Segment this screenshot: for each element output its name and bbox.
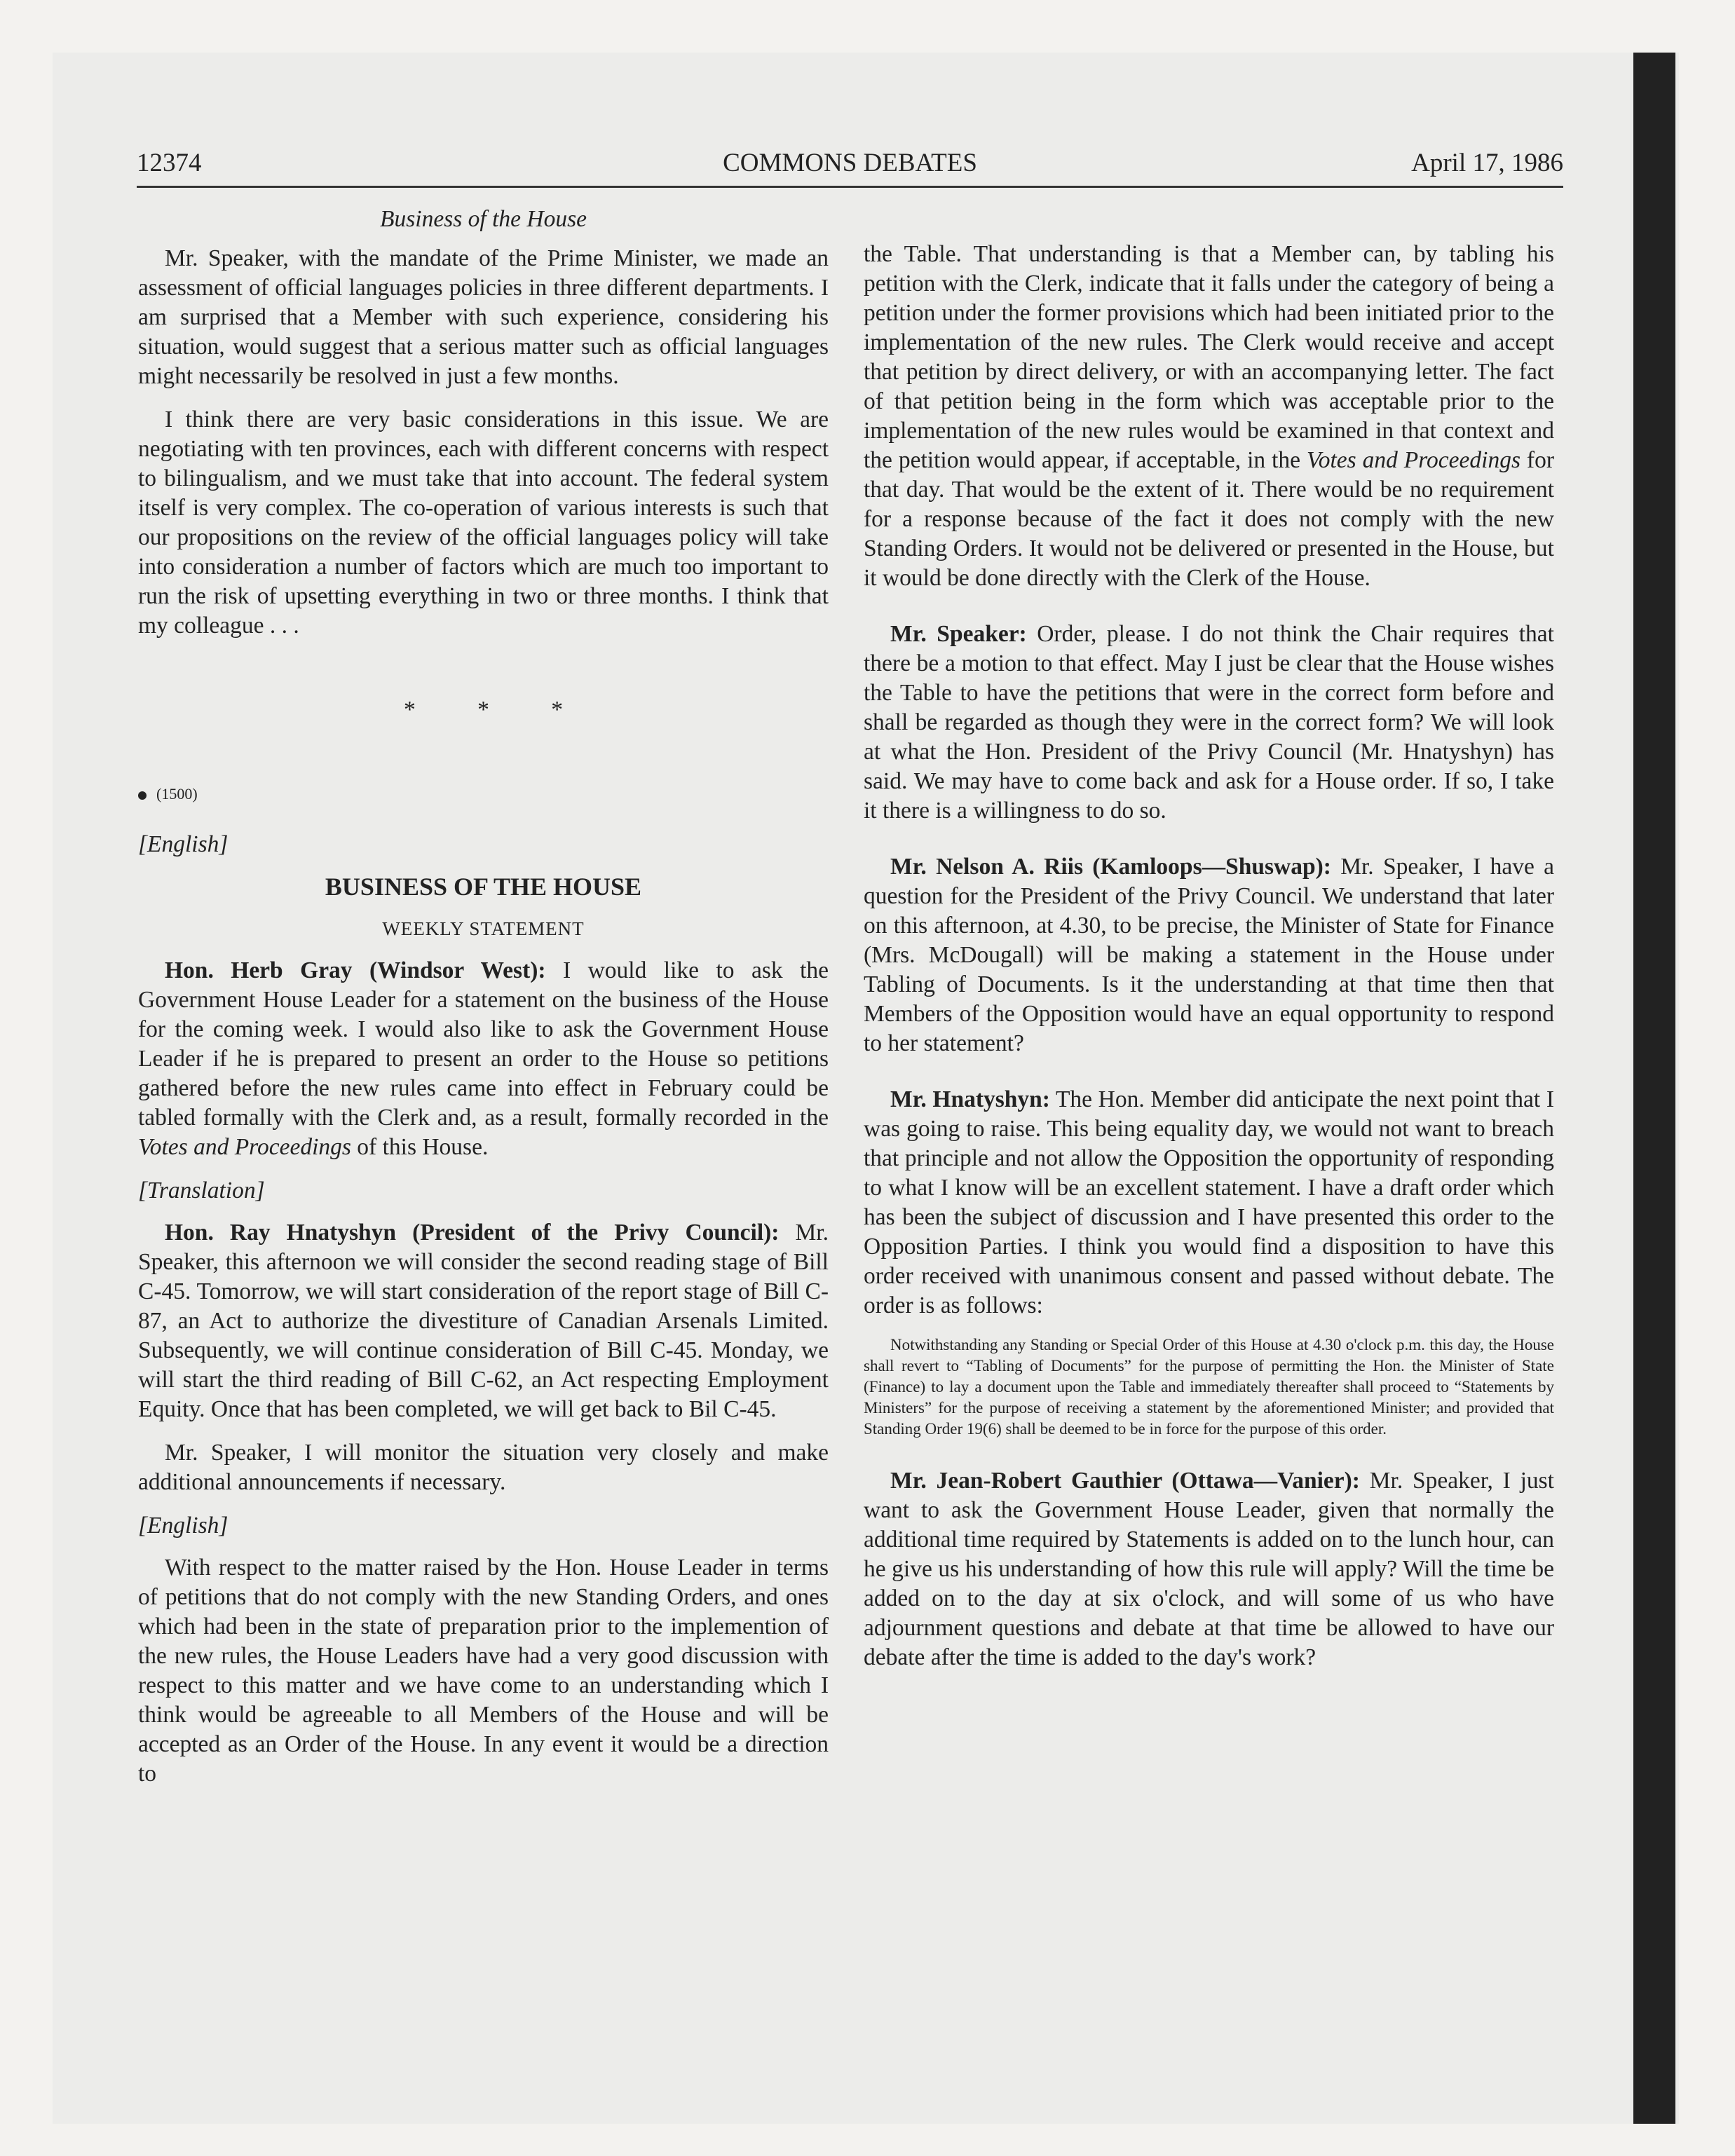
speaker-name: Mr. Hnatyshyn: xyxy=(890,1086,1050,1112)
language-marker: [English] xyxy=(138,831,229,857)
right-column xyxy=(864,240,1554,1686)
speech-gray: Hon. Herb Gray (Windsor West): I would like to ask the Government House Leader for a statement on the business of the House for the coming week. I would also like to ask the Government House Leader if he is prepared to present an order to the House so petitions gathered before the new rules came into effect in February could be tabled formally with the Clerk and, as a result, formally recorded in the Votes and Proceedings of this House. xyxy=(138,957,829,1160)
page-number: 12374 xyxy=(137,149,202,177)
scan-edge-bar xyxy=(1633,53,1675,2124)
speaker-name: Mr. Jean-Robert Gauthier (Ottawa—Vanier): xyxy=(890,1468,1360,1494)
speaker-name: Hon. Ray Hnatyshyn (President of the Privy Council): xyxy=(165,1220,780,1246)
publication-date: April 17, 1986 xyxy=(1411,149,1563,177)
speech-hnatyshyn-2: Mr. Hnatyshyn: The Hon. Member did anticipate the next point that I was going to raise. This being equality day, we would not want to breach that principle and not allow the Opposition the opportunity of responding to what I know will be an excellent statement. I have a draft order which has been the subject of discussion and I have presented this order to the Opposition Parties. I think you would find a disposition to have this order received with unanimous consent and passed without debate. The order is as follows: xyxy=(864,1086,1554,1318)
language-marker: [English] xyxy=(138,1513,229,1538)
left-column xyxy=(138,196,829,1803)
language-marker: [Translation] xyxy=(138,1178,265,1203)
bullet-icon xyxy=(138,791,147,800)
page-header xyxy=(137,144,1563,188)
speaker-name: Mr. Speaker: xyxy=(890,621,1027,647)
paragraph: Mr. Speaker, with the mandate of the Prime Minister, we made an assessment of official languages policies in three different departments. I am surprised that a Member with such experience, considering his situation, would suggest that a serious matter such as official languages might necessarily be resolved in just a few months. xyxy=(138,245,829,389)
speech-hnatyshyn: Hon. Ray Hnatyshyn (President of the Privy Council): Mr. Speaker, this afternoon we will consider the second reading stage of Bill C-45. Tomorrow, we will start consideration of the report stage of Bill C-87, an Act to authorize the divestiture of Canadian Arsenals Limited. Subsequently, we will continue consideration of Bill C-45. Monday, we will start the third reading of Bill C-62, an Act respecting Employment Equity. Once that has been completed, we will get back to Bil C-45. xyxy=(138,1220,829,1422)
speaker-name: Mr. Nelson A. Riis (Kamloops—Shuswap): xyxy=(890,854,1331,880)
section-separator: * * * xyxy=(404,697,591,723)
running-head: Business of the House xyxy=(380,206,587,232)
order-quote: Notwithstanding any Standing or Special Order of this House at 4.30 o'clock p.m. this day, the House shall revert to “Tabling of Documents” for the purpose of permitting the Hon. the Minister of State (Finance) to lay a document upon the Table and immediately thereafter shall proceed to “Statements by Ministers” for the purpose of receiving a statement by the aforementioned Minister; and provided that Standing Order 19(6) shall be deemed to be in force for the purpose of this order. xyxy=(864,1336,1554,1438)
speech-riis: Mr. Nelson A. Riis (Kamloops—Shuswap): Mr. Speaker, I have a question for the President of the Privy Council. We understand that later on this afternoon, at 4.30, to be precise, the Minister of State for Finance (Mrs. McDougall) will be making a statement in the House under Tabling of Documents. Is it the understanding at that time then that Members of the Opposition would have an equal opportunity to respond to her statement? xyxy=(864,854,1554,1056)
paragraph: Mr. Speaker, I will monitor the situation very closely and make additional announcements if necessary. xyxy=(138,1440,829,1495)
section-subtitle: WEEKLY STATEMENT xyxy=(382,918,585,939)
paragraph: I think there are very basic considerations in this issue. We are negotiating with ten provinces, each with different concerns with respect to bilingualism, and we must take that into account. The federal system itself is very complex. The co-operation of various interests is such that our propositions on the review of the official languages policy will take into consideration a number of factors which are much too important to run the risk of upsetting everything in two or three months. I think that my colleague . . . xyxy=(138,407,829,639)
paragraph-continued: the Table. That understanding is that a Member can, by tabling his petition with the Clerk, indicate that it falls under the category of being a petition under the former provisions which had been initiated prior to the implementation of the new rules. The Clerk would receive and accept that petition by direct delivery, or with an accompanying letter. The fact of that petition being in the form which was acceptable prior to the implementation of the new rules would be examined in that context and the petition would appear, if acceptable, in the Votes and Proceedings for that day. That would be the extent of it. There would be no requirement for a response because of the fact it does not comply with the new Standing Orders. It would not be delivered or presented in the House, but it would be done directly with the Clerk of the House. xyxy=(864,241,1554,591)
publication-title: COMMONS DEBATES xyxy=(723,149,977,177)
speech-speaker: Mr. Speaker: Order, please. I do not think the Chair requires that there be a motion to that effect. May I just be clear that the House wishes the Table to have the petitions that were in the correct form before and shall be regarded as though they were in the correct form? We will look at what the Hon. President of the Privy Council (Mr. Hnatyshyn) has said. We may have to come back and ask for a House order. If so, I take it there is a willingness to do so. xyxy=(864,621,1554,824)
paragraph: With respect to the matter raised by the Hon. House Leader in terms of petitions that do not comply with the new Standing Orders, and ones which had been in the state of preparation prior to the implemention of the new rules, the House Leaders have had a very good discussion with respect to this matter and we have come to an understanding which I think would be agreeable to all Members of the House and will be accepted as an Order of the House. In any event it would be a direction to xyxy=(138,1555,829,1787)
speech-gauthier: Mr. Jean-Robert Gauthier (Ottawa—Vanier): Mr. Speaker, I just want to ask the Government House Leader, given that normally the additional time required by Statements is added on to the lunch hour, can he give us his understanding of how this rule will apply? Will the time be added on to the day at six o'clock, and will some of us who have adjournment questions and debate at that time be allowed to have our debate after the time is added to the day's work? xyxy=(864,1468,1554,1670)
speaker-name: Hon. Herb Gray (Windsor West): xyxy=(165,957,546,983)
section-title: BUSINESS OF THE HOUSE xyxy=(325,873,642,901)
time-stamp: (1500) xyxy=(138,779,829,809)
